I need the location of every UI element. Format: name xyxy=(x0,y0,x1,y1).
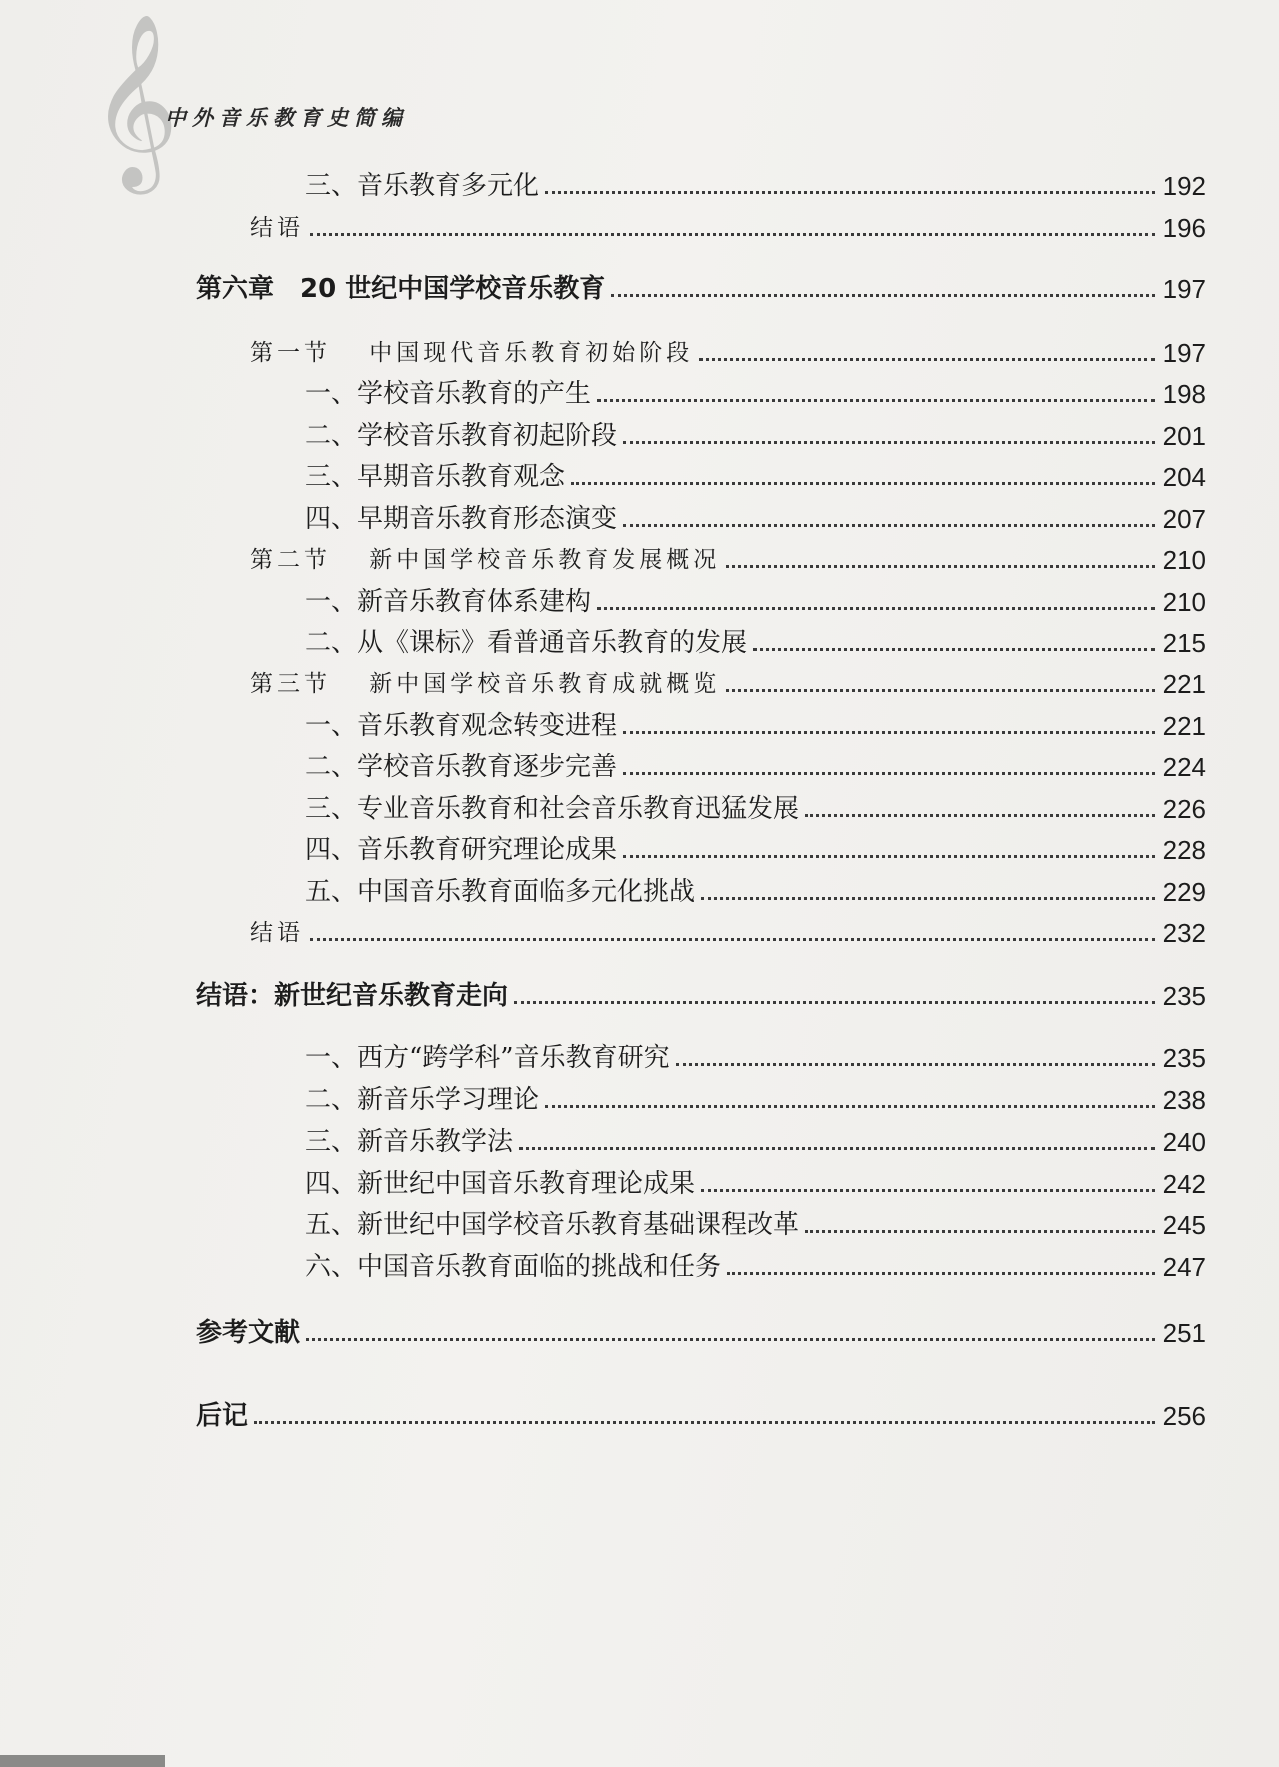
toc-page-number: 210 xyxy=(1162,587,1206,617)
toc-entry-item xyxy=(305,1119,1206,1159)
toc-dot-leader xyxy=(597,399,1155,402)
toc-entry-title: 第一节 中国现代音乐教育初始阶段 xyxy=(250,340,694,366)
toc-page-number: 242 xyxy=(1162,1169,1206,1199)
toc-entry-title: 六、中国音乐教育面临的挑战和任务 xyxy=(305,1252,722,1282)
toc-page-number: 226 xyxy=(1162,794,1206,824)
toc-page-number: 198 xyxy=(1162,379,1206,409)
toc-page-number: 210 xyxy=(1162,545,1206,575)
toc-entry-title: 二、学校音乐教育逐步完善 xyxy=(305,752,618,782)
toc-entry-ending xyxy=(250,205,1206,245)
toc-entry-item xyxy=(305,869,1206,909)
running-header-title: 中外音乐教育史简编 xyxy=(165,105,408,130)
toc-entry-item xyxy=(305,163,1206,203)
toc-dot-leader xyxy=(519,1147,1155,1150)
toc-dot-leader xyxy=(726,565,1154,568)
toc-page-number: 245 xyxy=(1162,1210,1206,1240)
toc-dot-leader xyxy=(805,814,1155,817)
toc-entry-title: 四、新世纪中国音乐教育理论成果 xyxy=(305,1169,696,1199)
toc-page-number: 196 xyxy=(1162,213,1206,243)
toc-entry-chapter xyxy=(196,1310,1206,1350)
toc-entry-title: 五、新世纪中国学校音乐教育基础课程改革 xyxy=(305,1210,800,1240)
toc-page-number: 197 xyxy=(1162,274,1206,304)
toc-dot-leader xyxy=(514,1001,1155,1004)
toc-page-number: 204 xyxy=(1162,462,1206,492)
toc-dot-leader xyxy=(310,233,1155,236)
toc-dot-leader xyxy=(545,191,1155,194)
toc-entry-section xyxy=(250,537,1206,577)
toc-entry-title: 一、学校音乐教育的产生 xyxy=(305,379,592,409)
toc-entry-item xyxy=(305,1035,1206,1075)
toc-dot-leader xyxy=(611,294,1154,297)
toc-dot-leader xyxy=(545,1105,1155,1108)
toc-entry-title: 后记 xyxy=(196,1401,249,1431)
toc-page-number: 224 xyxy=(1162,752,1206,782)
toc-entry-item xyxy=(305,1161,1206,1201)
toc-page-number: 240 xyxy=(1162,1127,1206,1157)
toc-entry-item xyxy=(305,827,1206,867)
toc-dot-leader xyxy=(623,441,1155,444)
toc-dot-leader xyxy=(727,1272,1155,1275)
toc-entry-section xyxy=(250,330,1206,370)
toc-entry-title: 四、早期音乐教育形态演变 xyxy=(305,504,618,534)
toc-dot-leader xyxy=(623,772,1155,775)
toc-entry-chapter xyxy=(196,1393,1206,1433)
toc-entry-item xyxy=(305,496,1206,536)
running-header xyxy=(90,13,490,187)
toc-entry-title: 一、音乐教育观念转变进程 xyxy=(305,711,618,741)
toc-entry-item xyxy=(305,1202,1206,1242)
toc-entry-item xyxy=(305,371,1206,411)
toc-page-number: 232 xyxy=(1162,918,1206,948)
toc-entry-ending xyxy=(250,910,1206,950)
toc-page-number: 215 xyxy=(1162,628,1206,658)
toc-page-number: 221 xyxy=(1162,669,1206,699)
toc-entry-title: 结语 xyxy=(250,920,304,946)
toc-page-number: 207 xyxy=(1162,504,1206,534)
toc-page-number: 228 xyxy=(1162,835,1206,865)
toc-entry-title: 四、音乐教育研究理论成果 xyxy=(305,835,618,865)
toc-entry-item xyxy=(305,454,1206,494)
toc-dot-leader xyxy=(310,938,1155,941)
toc-dot-leader xyxy=(701,897,1155,900)
toc-entry-item xyxy=(305,579,1206,619)
toc-dot-leader xyxy=(571,482,1155,485)
toc-dot-leader xyxy=(699,358,1154,361)
toc-entry-title: 第三节 新中国学校音乐教育成就概览 xyxy=(250,671,721,697)
toc-page-number: 256 xyxy=(1162,1401,1206,1431)
toc-entry-title: 二、新音乐学习理论 xyxy=(305,1085,540,1115)
toc-page-number: 235 xyxy=(1162,981,1206,1011)
toc-page-number: 221 xyxy=(1162,711,1206,741)
toc-page-number: 251 xyxy=(1162,1318,1206,1348)
toc-entry-title: 结语：新世纪音乐教育走向 xyxy=(196,981,509,1011)
toc-entry-item xyxy=(305,413,1206,453)
toc-entry-title: 一、新音乐教育体系建构 xyxy=(305,587,592,617)
toc-entry-chapter xyxy=(196,266,1206,306)
toc-entry-title: 第二节 新中国学校音乐教育发展概况 xyxy=(250,547,721,573)
toc-dot-leader xyxy=(701,1189,1155,1192)
toc-page-number: 235 xyxy=(1162,1043,1206,1073)
toc-entry-item xyxy=(305,1077,1206,1117)
toc-dot-leader xyxy=(306,1338,1155,1341)
toc-entry-item xyxy=(305,786,1206,826)
toc-entry-section xyxy=(250,661,1206,701)
toc-dot-leader xyxy=(254,1421,1155,1424)
toc-page-number: 192 xyxy=(1162,171,1206,201)
toc-dot-leader xyxy=(726,689,1154,692)
toc-dot-leader xyxy=(753,648,1155,651)
toc-page-number: 238 xyxy=(1162,1085,1206,1115)
toc-entry-title: 参考文献 xyxy=(196,1318,301,1348)
toc-dot-leader xyxy=(623,524,1155,527)
toc-entry-title: 第六章 20 世纪中国学校音乐教育 xyxy=(196,274,606,304)
toc-entry-title: 五、中国音乐教育面临多元化挑战 xyxy=(305,877,696,907)
toc-entry-title: 二、学校音乐教育初起阶段 xyxy=(305,421,618,451)
toc-entry-title: 三、新音乐教学法 xyxy=(305,1127,514,1157)
page-edge-shadow xyxy=(0,1755,165,1767)
toc-entry-chapter xyxy=(196,973,1206,1013)
toc-entry-title: 一、西方“跨学科”音乐教育研究 xyxy=(305,1043,670,1073)
toc-dot-leader xyxy=(623,855,1155,858)
toc-page-number: 197 xyxy=(1162,338,1206,368)
toc-page-number: 229 xyxy=(1162,877,1206,907)
treble-clef-icon: 𝄞 xyxy=(90,13,179,187)
toc-dot-leader xyxy=(623,731,1155,734)
toc-entry-item xyxy=(305,620,1206,660)
toc-dot-leader xyxy=(676,1063,1155,1066)
toc-page-number: 247 xyxy=(1162,1252,1206,1282)
toc-page-number: 201 xyxy=(1162,421,1206,451)
toc-entry-title: 三、早期音乐教育观念 xyxy=(305,462,566,492)
toc-entry-item xyxy=(305,703,1206,743)
toc-entry-title: 二、从《课标》看普通音乐教育的发展 xyxy=(305,628,748,658)
toc-entry-title: 三、专业音乐教育和社会音乐教育迅猛发展 xyxy=(305,794,800,824)
toc-entry-title: 三、音乐教育多元化 xyxy=(305,171,540,201)
toc-dot-leader xyxy=(805,1230,1155,1233)
toc-entry-item xyxy=(305,744,1206,784)
toc-entry-item xyxy=(305,1244,1206,1284)
toc-entry-title: 结语 xyxy=(250,215,304,241)
toc-dot-leader xyxy=(597,607,1155,610)
